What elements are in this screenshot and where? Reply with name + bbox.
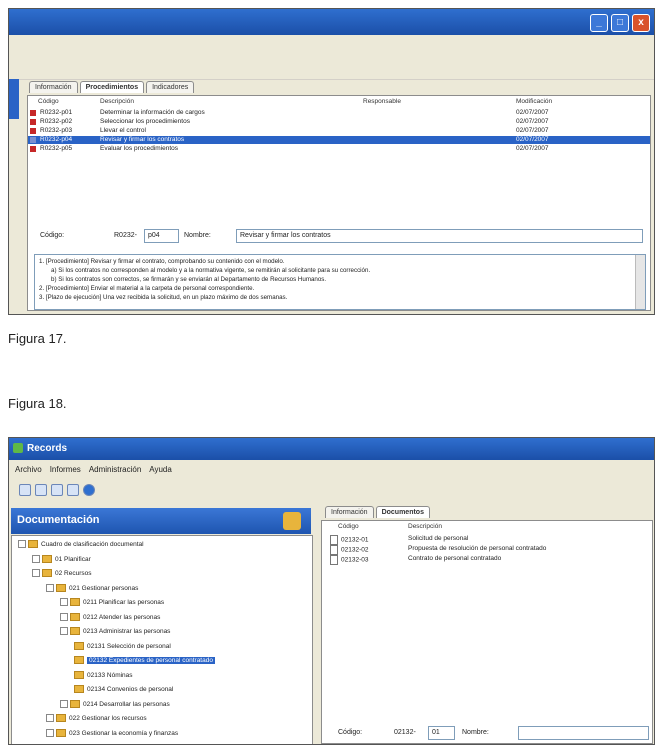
tab-indicadores[interactable]: Indicadores	[146, 81, 194, 93]
figure-17-screenshot	[8, 8, 655, 315]
cell-descripcion: Solicitud de personal	[408, 535, 469, 542]
cell-modificacion: 02/07/2007	[516, 109, 549, 116]
title-bar	[9, 9, 654, 35]
tree-item[interactable]	[74, 685, 173, 695]
tab-strip	[325, 506, 430, 518]
note-line: b) Si los contratos son correctos, se firmarán y se enviarán al Departamento de Recursos Humanos.	[51, 276, 327, 283]
nombre-label: Nombre:	[184, 232, 211, 239]
status-marker	[30, 119, 36, 125]
close-button[interactable]: x	[632, 14, 650, 32]
menu-administracion[interactable]: Administración	[88, 465, 142, 474]
folder-icon	[42, 555, 52, 563]
note-line: 2. [Procedimiento] Enviar el material a la carpeta de personal correspondiente.	[39, 285, 255, 292]
folder-icon	[70, 627, 80, 635]
table-row[interactable]	[28, 118, 650, 126]
folder-icon	[74, 656, 84, 664]
tree-panel	[11, 535, 313, 745]
tree-item-label: 021 Gestionar personas	[69, 584, 139, 592]
notes-scrollbar[interactable]	[635, 255, 645, 309]
status-marker	[30, 146, 36, 152]
menu-archivo[interactable]: Archivo	[15, 465, 42, 474]
expand-icon[interactable]	[18, 540, 26, 548]
column-header-modificacion[interactable]: Modificación	[516, 98, 553, 105]
doc-code: 02132-01	[341, 536, 369, 544]
expand-icon[interactable]	[46, 584, 54, 592]
column-header-codigo[interactable]: Código	[38, 98, 59, 105]
cell-codigo	[330, 535, 368, 545]
table-row[interactable]	[28, 136, 650, 144]
cell-codigo: R0232-p02	[40, 118, 73, 125]
cell-descripcion: Propuesta de resolución de personal contratado	[408, 545, 547, 552]
cell-descripcion: Seleccionar los procedimientos	[100, 118, 190, 125]
tree-item[interactable]	[74, 642, 171, 652]
folder-icon	[74, 671, 84, 679]
tree-item-label: 0213 Administrar las personas	[83, 628, 171, 635]
sidebar-edge	[9, 79, 19, 119]
figure-18-screenshot	[8, 437, 655, 745]
nombre-input[interactable]	[518, 726, 649, 740]
expand-icon[interactable]	[32, 569, 40, 577]
folder-icon	[70, 700, 80, 708]
menu-informes[interactable]: Informes	[49, 465, 81, 474]
tree-item[interactable]	[18, 540, 144, 550]
folder-icon	[70, 613, 80, 621]
maximize-button[interactable]: □	[611, 14, 629, 32]
nombre-label: Nombre:	[462, 729, 489, 736]
tree-item-label: 02133 Nóminas	[87, 671, 133, 679]
status-marker	[30, 110, 36, 116]
window-controls	[590, 14, 650, 32]
column-header-codigo[interactable]: Código	[338, 523, 359, 530]
tree-item[interactable]	[60, 613, 160, 623]
menu-ayuda[interactable]: Ayuda	[149, 465, 172, 474]
tree-item-label: 0211 Planificar las personas	[83, 599, 165, 606]
tab-documentos[interactable]: Documentos	[376, 506, 430, 518]
tree-item-label: Cuadro de clasificación documental	[41, 541, 144, 548]
table-row[interactable]	[28, 127, 650, 135]
window-title: Records	[27, 443, 68, 454]
cell-codigo: R0232-p01	[40, 109, 73, 116]
doc-code: 02132-02	[341, 546, 369, 554]
tree-item-label: 0214 Desarrollar las personas	[83, 700, 170, 708]
codigo-prefix: R0232-	[114, 232, 137, 239]
table-row[interactable]	[322, 545, 652, 553]
column-header-descripcion[interactable]: Descripción	[100, 98, 134, 105]
cell-descripcion: Contrato de personal contratado	[408, 555, 502, 562]
note-line: a) Si los contratos no corresponden al modelo y a la normativa vigente, se remitirán al solicitante para su corrección.	[51, 267, 371, 274]
table-row[interactable]	[28, 145, 650, 153]
help-icon[interactable]	[83, 484, 95, 496]
cell-modificacion: 02/07/2007	[516, 136, 549, 143]
tree-item[interactable]	[60, 627, 170, 637]
tree-item-label: 02134 Convenios de personal	[87, 686, 174, 693]
tree-item[interactable]	[74, 671, 133, 681]
tree-item-label: 01 Planificar	[55, 555, 91, 563]
nombre-input[interactable]: Revisar y firmar los contratos	[236, 229, 643, 243]
sidebar-header	[11, 508, 311, 534]
minimize-button[interactable]: _	[590, 14, 608, 32]
cell-codigo: R0232-p05	[40, 145, 73, 152]
tree-item-label: 022 Gestionar los recursos	[69, 715, 147, 722]
back-icon[interactable]	[19, 484, 31, 496]
tree-item-label: 02 Recursos	[55, 570, 92, 577]
folder-icon	[74, 685, 84, 693]
tree-item-label: 023 Gestionar la economía y finanzas	[69, 729, 179, 737]
tree-item[interactable]	[60, 700, 170, 710]
table-row[interactable]	[322, 535, 652, 543]
tree-item[interactable]	[32, 569, 92, 579]
document-icon	[330, 555, 338, 565]
cell-codigo	[330, 555, 368, 565]
note-line: 1. [Procedimiento] Revisar y firmar el contrato, comprobando su contenido con el modelo.	[39, 258, 285, 265]
cell-descripcion: Llevar el control	[100, 127, 146, 134]
sidebar-title: Documentación	[17, 514, 100, 526]
tree-item[interactable]	[74, 656, 215, 666]
note-line: 3. [Plazo de ejecución] Una vez recibida la solicitud, en un plazo máximo de dos semanas.	[39, 294, 288, 301]
documents-panel	[321, 520, 653, 744]
tab-procedimientos[interactable]: Procedimientos	[80, 81, 145, 93]
codigo-input[interactable]: 01	[428, 726, 455, 740]
folder-icon	[42, 569, 52, 577]
tree-item[interactable]	[46, 714, 147, 724]
procedure-notes[interactable]	[34, 254, 646, 310]
cell-modificacion: 02/07/2007	[516, 127, 549, 134]
expand-icon[interactable]	[60, 627, 68, 635]
forward-icon[interactable]	[35, 484, 47, 496]
cell-modificacion: 02/07/2007	[516, 145, 549, 152]
folder-icon	[74, 642, 84, 650]
folder-icon	[56, 729, 66, 737]
tab-informacion[interactable]: Información	[325, 506, 374, 518]
folder-icon	[28, 540, 38, 548]
folder-icon	[70, 598, 80, 606]
cell-descripcion: Revisar y firmar los contratos	[100, 136, 185, 143]
tree-item[interactable]	[46, 729, 178, 739]
cell-codigo: R0232-p04	[40, 136, 73, 143]
tree-item-label: 02131 Selección de personal	[87, 642, 171, 650]
toolbar	[19, 484, 95, 496]
table-row[interactable]	[28, 109, 650, 117]
folder-icon	[56, 584, 66, 592]
tools-icon[interactable]	[283, 512, 301, 530]
procedures-panel	[27, 95, 651, 311]
tree-item[interactable]	[60, 598, 164, 608]
table-row[interactable]	[322, 555, 652, 563]
tree-item-label: 0212 Atender las personas	[83, 613, 161, 621]
cell-descripcion: Evaluar los procedimientos	[100, 145, 179, 152]
toolbar-strip	[9, 35, 654, 80]
expand-icon[interactable]	[60, 598, 68, 606]
cell-codigo	[330, 545, 368, 555]
print-icon[interactable]	[67, 484, 79, 496]
expand-icon[interactable]	[60, 613, 68, 621]
codigo-input[interactable]: p04	[144, 229, 179, 243]
document-icon	[330, 535, 338, 545]
cell-descripcion: Determinar la información de cargos	[100, 109, 205, 116]
doc-code: 02132-03	[341, 556, 369, 564]
document-icon	[330, 545, 338, 555]
expand-icon[interactable]	[46, 729, 54, 737]
codigo-label: Código:	[338, 729, 363, 736]
expand-icon[interactable]	[32, 555, 40, 563]
title-bar	[9, 438, 654, 460]
figure-18-caption: Figura 18.	[8, 396, 67, 411]
tab-informacion[interactable]: Información	[29, 81, 78, 93]
codigo-label: Código:	[40, 232, 65, 239]
column-header-responsable[interactable]: Responsable	[363, 98, 401, 105]
figure-17-caption: Figura 17.	[8, 331, 67, 346]
tree-item[interactable]	[32, 555, 91, 565]
status-marker	[30, 137, 36, 143]
codigo-prefix: 02132-	[394, 729, 416, 736]
app-icon	[13, 443, 23, 453]
tab-strip	[29, 81, 194, 93]
home-icon[interactable]	[51, 484, 63, 496]
menu-bar	[15, 465, 172, 474]
status-marker	[30, 128, 36, 134]
column-header-descripcion[interactable]: Descripción	[408, 523, 442, 530]
cell-modificacion: 02/07/2007	[516, 118, 549, 125]
cell-codigo: R0232-p03	[40, 127, 73, 134]
expand-icon[interactable]	[46, 714, 54, 722]
tree-item[interactable]	[46, 584, 138, 594]
expand-icon[interactable]	[60, 700, 68, 708]
folder-icon	[56, 714, 66, 722]
tree-item-label: 02132 Expedientes de personal contratado	[89, 657, 213, 664]
